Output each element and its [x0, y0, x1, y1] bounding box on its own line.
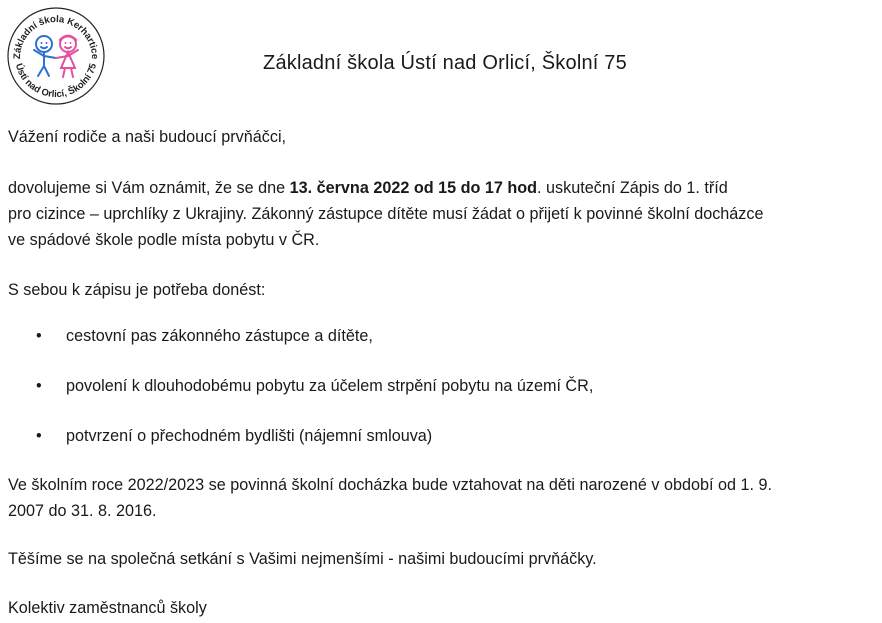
school-year-line-2: 2007 do 31. 8. 2016.: [8, 502, 157, 520]
school-year-line-1: Ve školním roce 2022/2023 se povinná školní docházka bude vztahovat na děti narozené v období od 1. 9.: [8, 476, 773, 494]
intro-line-1: dovolujeme si Vám oznámit, že se dne 13. června 2022 od 15 do 17 hod. uskuteční Zápis do 1. tříd: [8, 179, 728, 197]
signature: Kolektiv zaměstnanců školy: [8, 599, 207, 617]
bullet-icon: •: [36, 427, 42, 445]
closing-text: Těšíme se na společná setkání s Vašimi nejmenšími - našimi budoucími prvňáčky.: [8, 550, 597, 568]
intro-line-2: pro cizince – uprchlíky z Ukrajiny. Zákonný zástupce dítěte musí žádat o přijetí k povinné školní docházce: [8, 205, 764, 223]
page-title: Základní škola Ústí nad Orlicí, Školní 75: [263, 52, 627, 74]
logo-arc-top: Základní škola Kerhartice: [11, 13, 101, 60]
intro-line-3: ve spádové škole podle místa pobytu v ČR.: [8, 231, 320, 249]
logo-arc-bottom: Ústí nad Orlicí, Školní 75: [12, 62, 100, 101]
bullet-icon: •: [36, 327, 42, 345]
date-time-highlight: 13. června 2022 od 15 do 17 hod: [289, 179, 538, 197]
bullet-icon: •: [36, 377, 42, 395]
bring-title: S sebou k zápisu je potřeba donést:: [8, 281, 266, 299]
greeting: Vážení rodiče a naši budoucí prvňáčci,: [8, 128, 287, 146]
